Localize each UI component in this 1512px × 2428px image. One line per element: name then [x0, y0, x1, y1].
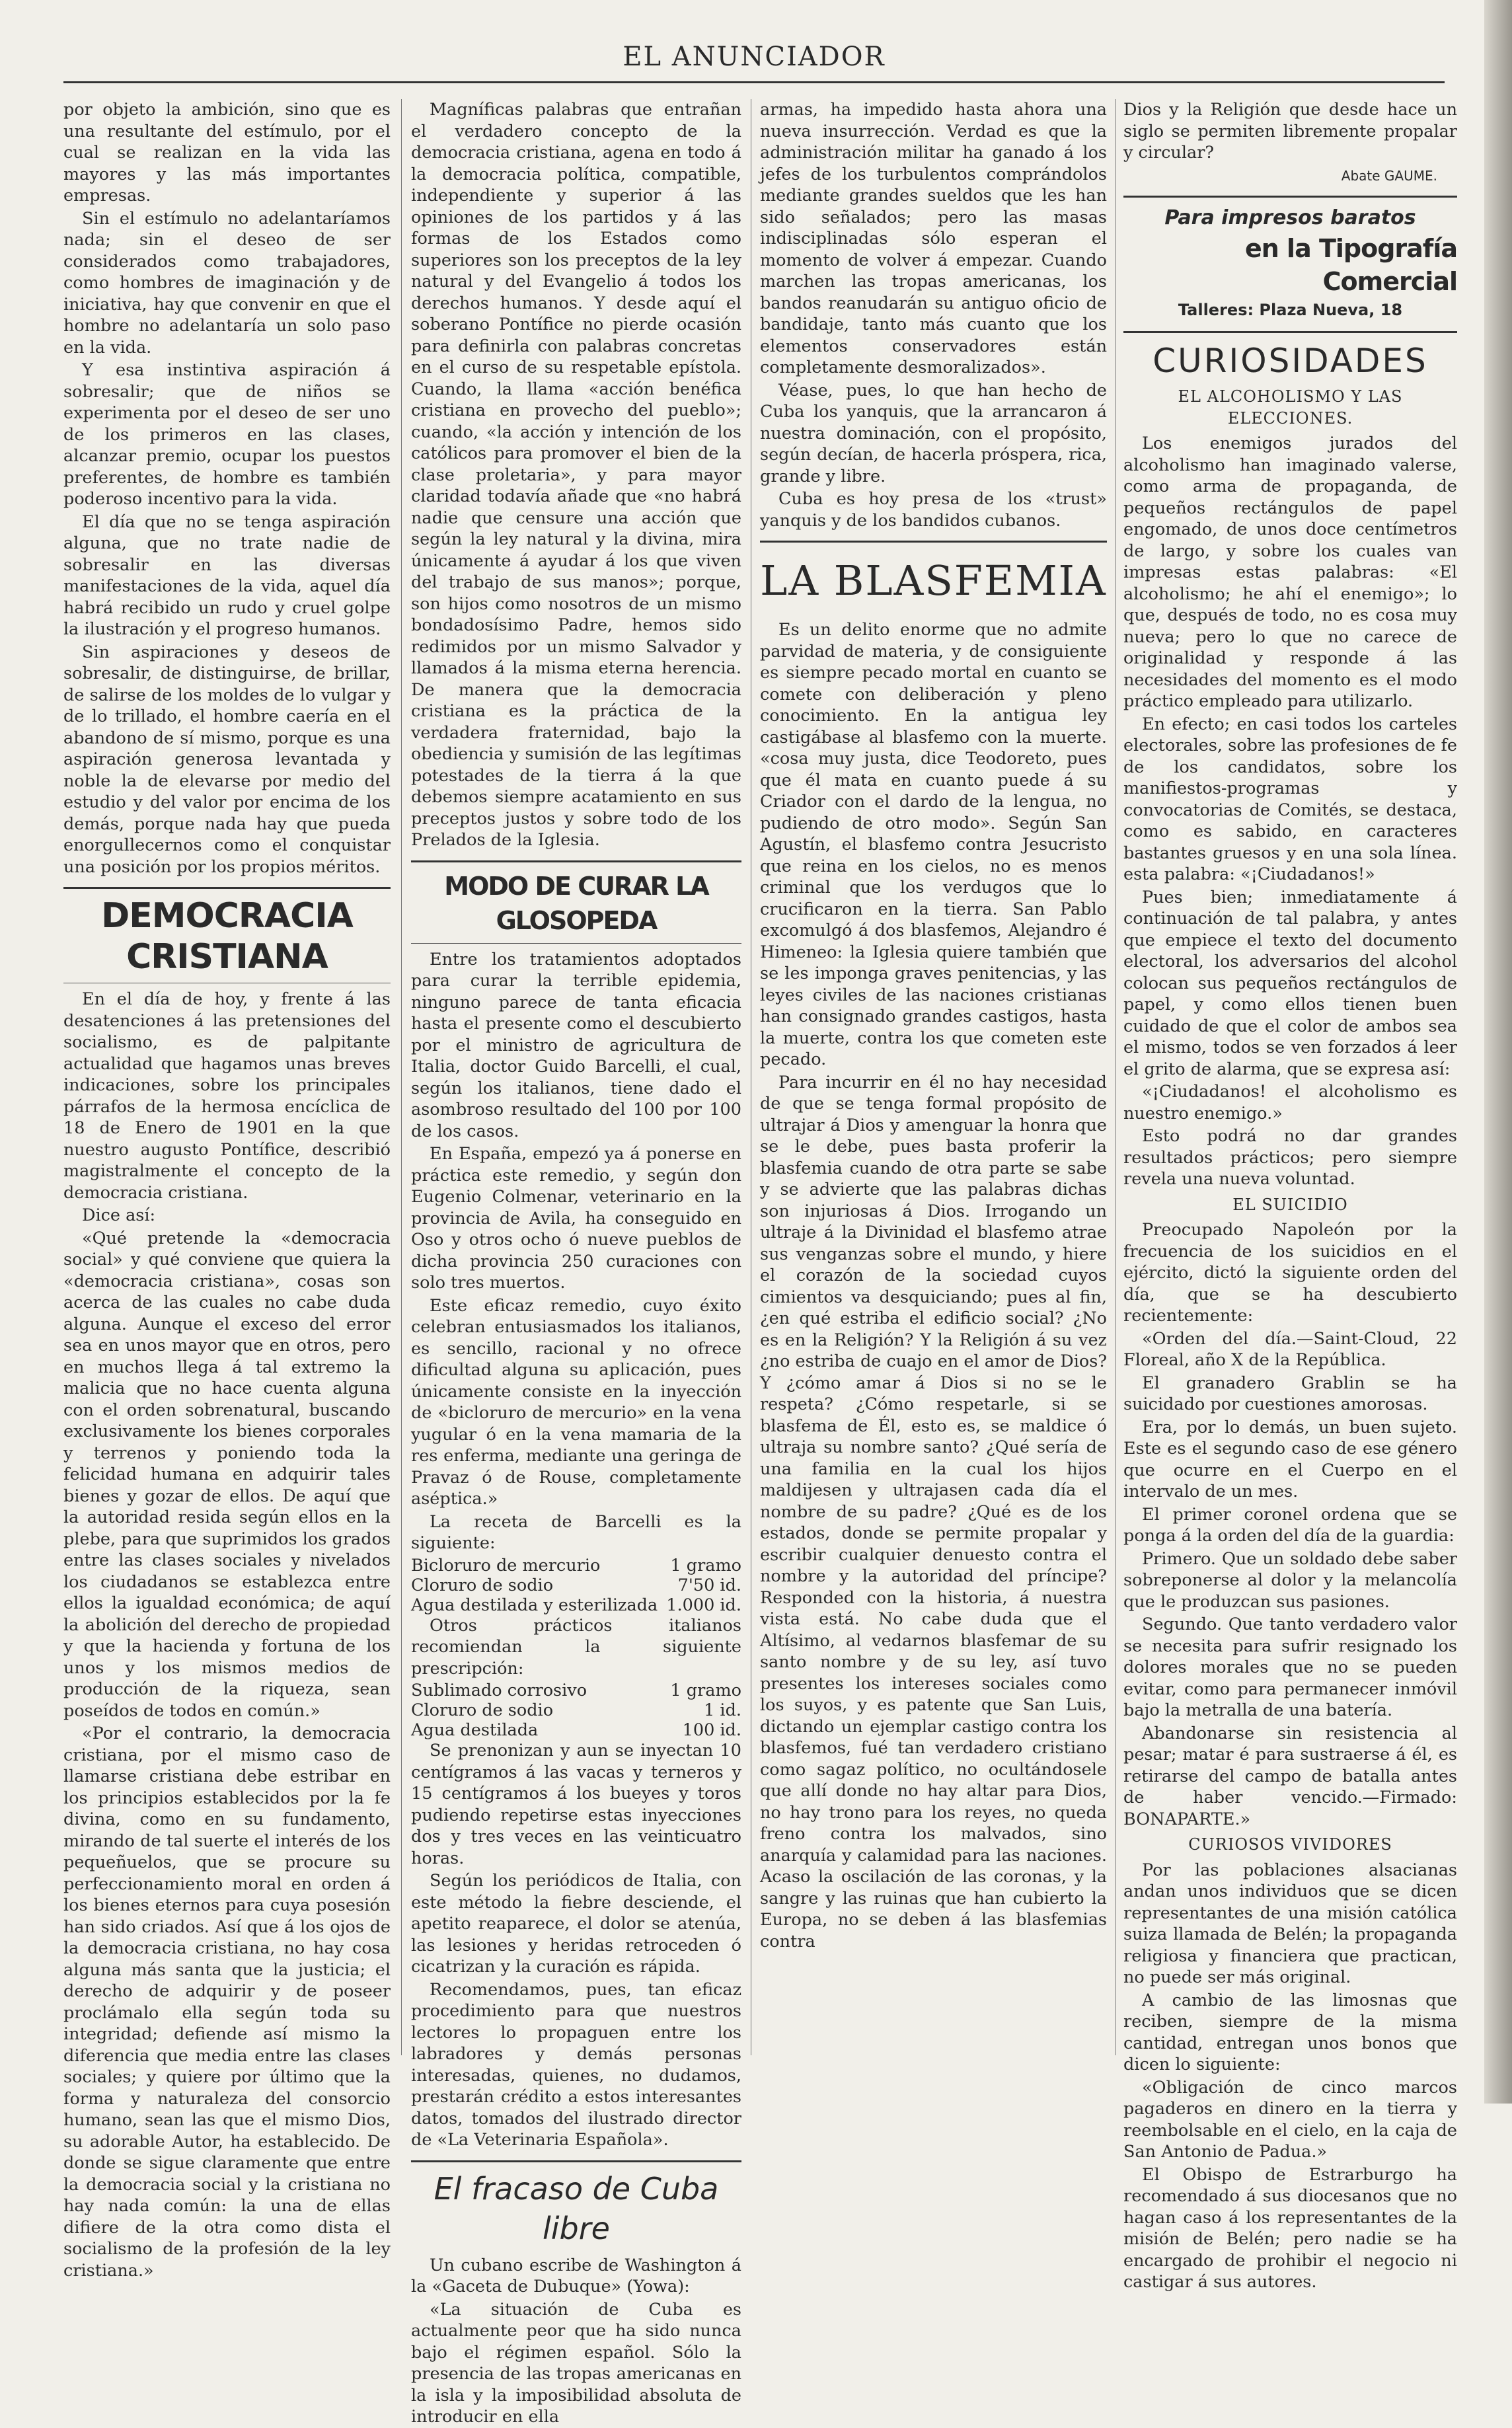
- paragraph: El día que no se tenga aspiración alguna, que no trate nadie de sobresalir en las diversas manifestaciones de la vida, aquel día habrá recibido un rudo y cruel golpe la ilustración y el progreso humanos.: [63, 512, 391, 639]
- paragraph: Los enemigos jurados del alcoholismo han imaginado valerse, como arma de propaganda, de pequeños rectángulos de papel engomado, de unos doce centímetros de largo, y sobre los cuales van impresas estas palabras: «El alcoholismo; he ahí el enemigo»; lo que, después de todo, no es cosa muy nueva; pero lo que no carece de originalidad y responde á las necesidades del momento es el modo práctico empleado para utilizarlo.: [1123, 434, 1457, 711]
- ad-line: Para impresos baratos: [1164, 206, 1416, 229]
- paragraph: Magníficas palabras que entrañan el verdadero concepto de la democracia cristiana, agena en todo á la democracia política, compatible, independiente y superior á las opiniones de los partidos y á las formas de los Estados como superiores son los preceptos de la ley natural y del Evangelio á todos los derechos humanos. Y desde aquí el soberano Pontífice no pierde ocasión para definirla con palabras concretas en el curso de su respetable epístola. Cuando, la llama «acción benéfica cristiana en provecho del pueblo»; cuando, «la acción y intención de los católicos para promover el bien de la clase proletaria», y para mayor claridad todavía añade que «no habrá nadie que censure una acción que según la ley natural y la divina, mira únicamente á ayudar á los que viven del trabajo de sus manos»; porque, son hijos como nosotros de un mismo bondadosísimo Padre, hemos sido redimidos por un mismo Salvador y llamados á la misma eterna herencia. De manera que la democracia cristiana es la práctica de la verdadera fraternidad, bajo la obediencia y sumisión de las legítimas potestades de la tierra á la que debemos siempre acatamiento en sus preceptos justos y sobre todo de los Prelados de la Iglesia.: [411, 100, 741, 850]
- paragraph: Y esa instintiva aspiración á sobresalir; que de niños se experimenta por el deseo de ser uno de los primeros en las clases, alcanzar premio, ocupar los puestos preferentes, de hombre es también poderoso incentivo para la vida.: [63, 360, 391, 509]
- paragraph: Un cubano escribe de Washington á la «Gaceta de Dubuque» (Yowa):: [411, 2255, 741, 2296]
- paragraph: La receta de Barcelli es la siguiente:: [411, 1511, 741, 1553]
- paragraph: El primer coronel ordena que se ponga á la orden del día de la guardia:: [1123, 1504, 1457, 1546]
- paragraph: En efecto; en casi todos los carteles electorales, sobre las profesiones de fe de los candidatos, sobre los manifiestos-programas y convocatorias de Comités, se destaca, como es sabido, en caracteres bastantes gruesos y en una sola línea. esta palabra: «¡Ciudadanos!»: [1123, 714, 1457, 884]
- paragraph: Dios y la Religión que desde hace un siglo se permiten libremente propalar y circular?: [1123, 100, 1457, 163]
- section-rule: [411, 2160, 741, 2162]
- section-rule: [63, 887, 391, 889]
- paragraph: En España, empezó ya á ponerse en práctica este remedio, y según don Eugenio Colmenar, veterinario en la provincia de Avila, ha conseguido en Oso y otros ocho ó nueve pueblos de dicha provincia 250 curaciones con solo tres muertos.: [411, 1144, 741, 1293]
- article-heading-curiosidades: CURIOSIDADES: [1153, 342, 1428, 380]
- masthead: [63, 37, 1445, 83]
- paragraph: Es un delito enorme que no admite parvidad de materia, y de consiguiente es siempre pecado mortal en cuanto se comete con deliberación y pleno conocimiento. En la antigua ley castigábase al blasfemo con la muerte. «cosa muy justa, dice Teodoreto, pues que él mata en cuanto puede á su Criador con el dardo de la lengua, no pudiendo de otro modo». Según San Agustín, el blasfemo contra Jesucristo que reina en los cielos, no es menos criminal que los verdugos que lo crucificaron en la tierra. San Pablo excomulgó á dos blasfemos, Alejandro é Himeneo: la Iglesia quiere también que se les imponga graves penitencias, y las leyes civiles de las naciones cristianas han consignado grandes castigos, hasta la muerte, contra los que cometen este pecado.: [760, 620, 1107, 1069]
- article-heading-blasfemia: LA BLASFEMIA: [760, 556, 1107, 605]
- recipe-row: Agua destilada y esterilizada 1.000 id.: [411, 1595, 741, 1615]
- paragraph: por objeto la ambición, sino que es una resultante del estímulo, por el cual se realizan en la vida las mayores y las más importantes empresas.: [63, 100, 391, 206]
- paragraph: Sin aspiraciones y deseos de sobresalir, de distinguirse, de brillar, de salirse de los moldes de lo vulgar y de lo trillado, el hombre caería en el abandono de sí mismo, porque es una aspiración generosa levantada y noble la de elevarse por medio del estudio y del valor por encima de los demás, porque nada hay que pueda enorgullecernos como el conquistar una posición por los propios méritos.: [63, 642, 391, 877]
- column-divider: [1115, 99, 1116, 2055]
- paragraph: «Por el contrario, la democracia cristiana, por el mismo caso de llamarse cristiana debe estribar en los principios establecidos por la fe divina, como en su fundamento, mirando de tal suerte el interés de los pequeñuelos, que se procure su perfeccionamiento moral en orden á los bienes eternos para cuya posesión han sido criados. Así que á los ojos de la democracia cristiana, no hay cosa alguna más santa que la justicia; el derecho de adquirir y de poseer proclámalo ella según toda su integridad; defiende así mismo la diferencia que media entre las clases sociales; y quiere por último que la forma y naturaleza del consorcio humano, sean las que el mismo Dios, su adorable Autor, ha establecido. De donde se sigue claramente que entre la democracia social y la cristiana no hay nada común: la una de ellas difiere de la otra como dista el socialismo de la profesión de la ley cristiana.»: [63, 1724, 391, 2281]
- paragraph: Preocupado Napoleón por la frecuencia de los suicidios en el ejército, dictó la siguiente orden del día, que se ha descubierto recientemente:: [1123, 1220, 1457, 1326]
- paragraph: Se prenonizan y aun se inyectan 10 centígramos á las vacas y terneros y 15 centígramos á los bueyes y toros pudiendo repetirse estas inyecciones dos y tres veces en las veinticuatro horas.: [411, 1741, 741, 1868]
- column-2: [411, 99, 741, 2427]
- recipe-row: Cloruro de sodio 1 id.: [411, 1700, 741, 1720]
- ad-line: en la Tipografía Comercial: [1245, 234, 1457, 296]
- paragraph: Esto podrá no dar grandes resultados prácticos; pero siempre revela una nueva voluntad.: [1123, 1126, 1457, 1189]
- signature: Abate GAUME.: [1341, 167, 1437, 184]
- recipe-table-1: [411, 1556, 741, 1615]
- article-heading-cuba: El fracaso de Cuba libre: [434, 2170, 719, 2246]
- recipe-row: Bicloruro de mercurio 1 gramo: [411, 1555, 741, 1575]
- paragraph: «La situación de Cuba es actualmente peor que ha sido nunca bajo el régimen español. Sólo la presencia de las tropas americanas en la isla y la imposibilidad absoluta de introducir en ella: [411, 2299, 741, 2427]
- subheading: CURIOSOS VIVIDORES: [1188, 1835, 1392, 1854]
- paragraph: El granadero Grablin se ha suicidado por cuestiones amorosas.: [1123, 1373, 1457, 1414]
- article-heading-glosopeda: MODO DE CURAR LA GLOSOPEDA: [444, 871, 708, 935]
- section-rule: [411, 943, 741, 944]
- masthead-rule: [63, 81, 1445, 83]
- section-rule: [411, 860, 741, 862]
- paragraph: Para incurrir en él no hay necesidad de que se tenga formal propósito de ultrajar á Dios y amenguar la honra que se le debe, pues basta proferir la blasfemia cuando de otra parte se sabe y se advierte que las palabras dichas son injuriosas á Dios. Irrogando un ultraje á la Divinidad el blasfemo atrae sus venganzas sobre el mundo, y hiere el corazón de la sociedad cuyos cimientos va desquiciando; pues al fin, ¿en qué estriba el edificio social? ¿No es en la Religión? Y la Religión á su vez ¿no estriba de cuajo en el amor de Dios? Y ¿cómo amar á Dios si no se le respeta? ¿Cómo respetarle, si se blasfema de Él, esto es, se maldice ó ultraja su nombre santo? ¿Qué sería de una familia en la cual los hijos maldijesen y ultrajasen cada día el nombre de su padre? ¿Qué es de los estados, donde se permite propalar y escribir cualquier denuesto contra el nombre y la autoridad del príncipe? Responded con la historia, á nuestra vista está. No cabe duda que el Altísimo, al vedarnos blasfemar de su santo nombre y de su ley, así tuvo presentes los intereses sociales como los suyos, y es patente que San Luis, dictando un ejemplar castigo contra los blasfemos, fué tan verdadero cristiano como sagaz político, no ocultándosele que allí donde no hay altar para Dios, no hay trono para los reyes, no queda freno contra los malvados, sino anarquía y calamidad para las naciones. Acaso la oscilación de las coronas, y la sangre y las ruinas que han cubierto la Europa, no se deben á las blasfemias contra: [760, 1072, 1107, 1952]
- section-rule: [1123, 331, 1457, 333]
- column-3: [760, 99, 1107, 2055]
- advertisement: [1123, 204, 1457, 322]
- paragraph: Este eficaz remedio, cuyo éxito celebran entusiasmados los italianos, es sencillo, racional y no ofrece dificultad alguna su aplicación, pues únicamente consiste en la inyección de «bicloruro de mercurio» en la vena yugular ó en la vena mamaria de la res enferma, mediante una geringa de Pravaz ó de Rouse, completamente aséptica.»: [411, 1295, 741, 1509]
- paragraph: «Orden del día.—Saint-Cloud, 22 Floreal, año X de la República.: [1123, 1328, 1457, 1370]
- paragraph: Cuba es hoy presa de los «trust» yanquis y de los bandidos cubanos.: [760, 489, 1107, 531]
- paragraph: A cambio de las limosnas que reciben, siempre de la misma cantidad, entregan unos bonos que dicen lo siguiente:: [1123, 1990, 1457, 2074]
- paragraph: armas, ha impedido hasta ahora una nueva insurrección. Verdad es que la administración militar ha ganado á los jefes de los turbulentos comprándolos mediante grandes sueldos que les han sido señalados; pero las masas indisciplinadas sólo esperan el momento de volver á empezar. Cuando marchen las tropas americanas, los bandos reanudarán su antiguo oficio de bandidaje, tanto más cuanto que los elementos conservadores están completamente desmoralizados».: [760, 100, 1107, 377]
- paragraph: En el día de hoy, y frente á las desatenciones á las pretensiones del socialismo, es de palpitante actualidad que hagamos unas breves indicaciones, sobre los principales párrafos de la hermosa encíclica de 18 de Enero de 1901 en la que nuestro augusto Pontífice, describió magistralmente el concepto de la democracia cristiana.: [63, 989, 391, 1203]
- recipe-row: Sublimado corrosivo 1 gramo: [411, 1681, 741, 1700]
- recipe-table-2: [411, 1681, 741, 1740]
- paragraph: Sin el estímulo no adelantaríamos nada; sin el deseo de ser considerados como trabajadores, como hombres de imaginación y de iniciativa, hay que convenir en que el hombre no adelantaría un solo paso en la vida.: [63, 208, 391, 358]
- recipe-row: Cloruro de sodio 7'50 id.: [411, 1575, 741, 1595]
- ad-line: Talleres: Plaza Nueva, 18: [1178, 301, 1403, 319]
- column-divider: [401, 99, 402, 2055]
- paragraph: Era, por lo demás, un buen sujeto. Este es el segundo caso de ese género que ocurre en el Cuerpo en el intervalo de un mes.: [1123, 1417, 1457, 1501]
- paragraph: Segundo. Que tanto verdadero valor se necesita para sufrir resignado los dolores morales que no se pueden evitar, como para permanecer inmóvil bajo la metralla de una batería.: [1123, 1614, 1457, 1720]
- column-1: [63, 99, 391, 2281]
- paragraph: El Obispo de Estrarburgo ha recomendado á sus diocesanos que no hagan caso á los representantes de la misión de Belén; pero nadie se ha encargado de prohibir el negocio ni castigar á sus autores.: [1123, 2164, 1457, 2292]
- paragraph: Primero. Que un soldado debe saber sobreponerse al dolor y la melancolía que le produzcan sus pasiones.: [1123, 1548, 1457, 1612]
- paragraph: «¡Ciudadanos! el alcoholismo es nuestro enemigo.»: [1123, 1082, 1457, 1123]
- section-rule: [760, 541, 1107, 543]
- article-heading-democracia: DEMOCRACIA CRISTIANA: [101, 896, 353, 977]
- paragraph: Recomendamos, pues, tan eficaz procedimiento para que nuestros lectores lo propaguen entre los labradores y demás personas interesadas, quienes, no dudamos, prestarán crédito a estos interesantes datos, tomados del ilustrado director de «La Veterinaria Española».: [411, 1979, 741, 2150]
- column-4: [1123, 99, 1457, 2292]
- paragraph: Dice así:: [82, 1205, 156, 1225]
- paragraph: Pues bien; inmediatamente á continuación de tal palabra, y antes que empiece el texto del documento electoral, los adversarios del alcohol colocan sus pequeños rectángulos de papel, y como ellos tienen buen cuidado de que el color de ambos sea el mismo, todos se ven forzados á leer el grito de alarma, que se expresa así:: [1123, 887, 1457, 1079]
- paragraph: Según los periódicos de Italia, con este método la fiebre desciende, el apetito reaparece, el dolor se atenúa, las lesiones y heridas retroceden ó cicatrizan y la curación es rápida.: [411, 1871, 741, 1977]
- paragraph: «Obligación de cinco marcos pagaderos en dinero en la tierra y reembolsable en el cielo, en la caja de San Antonio de Padua.»: [1123, 2077, 1457, 2162]
- paragraph: Otros prácticos italianos recomiendan la siguiente prescripción:: [411, 1615, 741, 1679]
- paragraph: Entre los tratamientos adoptados para curar la terrible epidemia, ninguno parece de tanta eficacia hasta el presente como el descubierto por el ministro de agricultura de Italia, doctor Guido Barcelli, el cual, según los italianos, tiene dado el asombroso resultado del 100 por 100 de los casos.: [411, 949, 741, 1141]
- section-rule: [1123, 196, 1457, 198]
- paragraph: Véase, pues, lo que han hecho de Cuba los yanquis, que la arrancaron á nuestra dominación, con el propósito, según decían, de hacerla próspera, rica, grande y libre.: [760, 380, 1107, 486]
- paragraph: «Qué pretende la «democracia social» y qué conviene que quiera la «democracia cristiana», cosas son acerca de las cuales no cabe duda alguna. Aunque el exceso del error sea en unos mayor que en otros, pero en muchos llega á tal extremo la malicia que no hace cuenta alguna con el orden sobrenatural, buscando exclusivamente los bienes corporales y terrenos y poniendo toda la felicidad humana en adquirir tales bienes y gozar de ellos. De aquí que la autoridad resida según ellos en la plebe, para que suprimidos los grados entre las clases sociales y nivelados los ciudadanos se establezca entre ellos la igualdad económica; de aquí la abolición del derecho de propiedad y que la hacienda y fortuna de los unos y los mismos medios de producción de la riqueza, sean poseídos de todos en común.»: [63, 1228, 391, 1721]
- subheading: EL SUICIDIO: [1232, 1195, 1348, 1214]
- paragraph: Por las poblaciones alsacianas andan unos individuos que se dicen representantes de una misión católica suiza llamada de Belén; la propaganda religiosa y financiera que practican, no puede ser más original.: [1123, 1860, 1457, 1987]
- newspaper-title: EL ANUNCIADOR: [623, 42, 886, 72]
- subheading: EL ALCOHOLISMO Y LAS ELECCIONES.: [1178, 387, 1403, 428]
- page-edge-shadow: [1484, 0, 1512, 2104]
- paragraph: Abandonarse sin resistencia al pesar; matar é para sustraerse á él, es retirarse del campo de batalla antes de haber vencido.—Firmado: BONAPARTE.»: [1123, 1723, 1457, 1829]
- recipe-row: Agua destilada 100 id.: [411, 1720, 741, 1740]
